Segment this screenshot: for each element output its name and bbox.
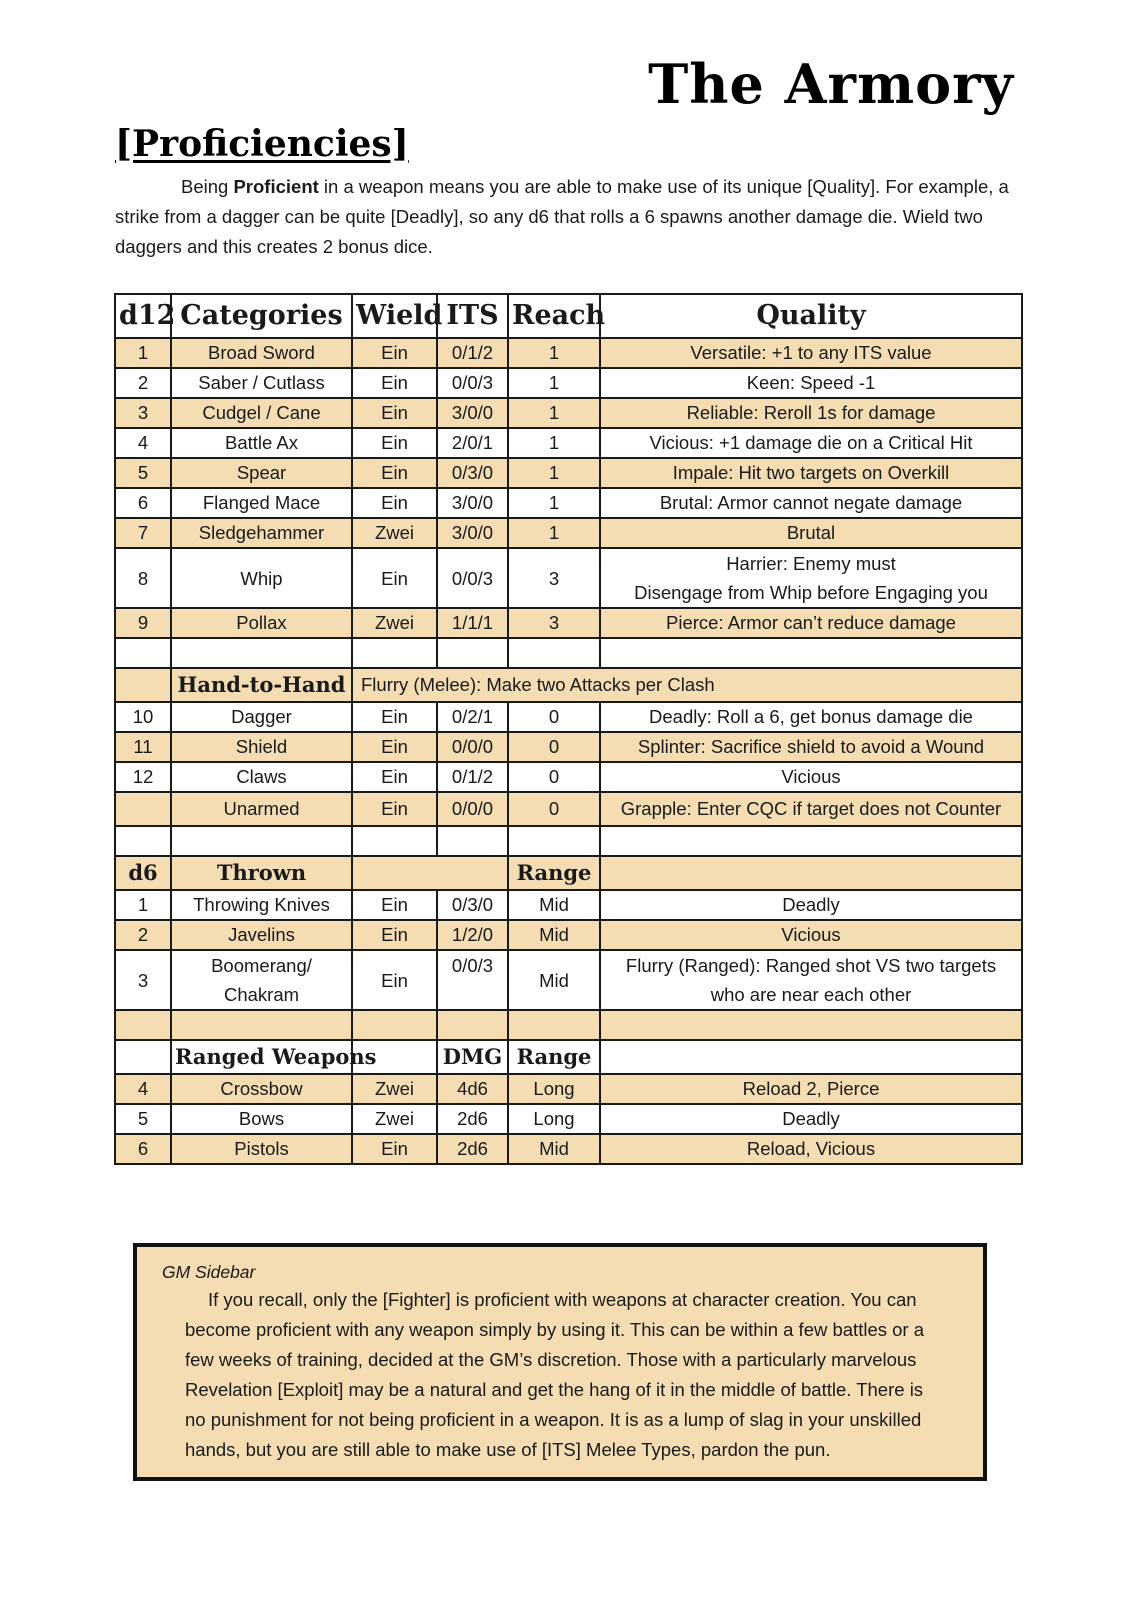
cell-its: 0/0/3 (437, 368, 508, 398)
table-row (115, 428, 1022, 458)
page-title: The Armory (648, 52, 1014, 116)
cell-roll: 5 (115, 458, 171, 488)
cell-name: Saber / Cutlass (171, 368, 352, 398)
cell-its: 1/2/0 (437, 920, 508, 950)
quality-line-1: Harrier: Enemy must (726, 553, 896, 574)
cell-wield: Ein (352, 548, 437, 608)
header-quality: Quality (600, 294, 1022, 338)
thrown-section-row (115, 856, 1022, 890)
cell-name: Claws (171, 762, 352, 792)
cell-quality (600, 548, 1022, 608)
cell-name: Shield (171, 732, 352, 762)
thrown-die-label: d6 (115, 856, 171, 890)
spacer-row (115, 826, 1022, 856)
table-row (115, 792, 1022, 826)
intro-bold-term: Proficient (233, 176, 319, 197)
gm-sidebar (134, 1244, 986, 1480)
cell-reach: 1 (508, 458, 600, 488)
cell-reach: 1 (508, 488, 600, 518)
table-row (115, 1104, 1022, 1134)
cell-its: 0/0/3 (437, 548, 508, 608)
cell-range: Long (508, 1074, 600, 1104)
cell-wield: Ein (352, 890, 437, 920)
cell-wield: Ein (352, 1134, 437, 1164)
cell-roll: 1 (115, 890, 171, 920)
header-d12: d12 (115, 294, 171, 338)
cell-roll: 2 (115, 368, 171, 398)
cell-wield: Zwei (352, 518, 437, 548)
table-row (115, 488, 1022, 518)
cell-its: 0/2/1 (437, 702, 508, 732)
table-row (115, 732, 1022, 762)
cell-reach: 1 (508, 518, 600, 548)
cell-name: Dagger (171, 702, 352, 732)
quality-line-2: who are near each other (710, 984, 912, 1005)
cell-roll: 8 (115, 548, 171, 608)
cell-name: Spear (171, 458, 352, 488)
cell-quality: Pierce: Armor can’t reduce damage (600, 608, 1022, 638)
cell-name: Bows (171, 1104, 352, 1134)
cell-quality: Reliable: Reroll 1s for damage (600, 398, 1022, 428)
cell-its: 3/0/0 (437, 488, 508, 518)
table-row (115, 702, 1022, 732)
cell-reach: 1 (508, 398, 600, 428)
section-heading: [Proficiencies] (115, 123, 409, 165)
cell-name: Whip (171, 548, 352, 608)
cell-wield: Ein (352, 950, 437, 1010)
cell-range: Mid (508, 950, 600, 1010)
cell-wield: Ein (352, 428, 437, 458)
cell-wield: Ein (352, 398, 437, 428)
table-row (115, 458, 1022, 488)
cell-quality: Deadly: Roll a 6, get bonus damage die (600, 702, 1022, 732)
cell-quality: Deadly (600, 890, 1022, 920)
table-row (115, 950, 1022, 1010)
intro-paragraph (115, 172, 1020, 262)
cell-name: Throwing Knives (171, 890, 352, 920)
cell-name: Flanged Mace (171, 488, 352, 518)
cell-roll: 1 (115, 338, 171, 368)
hand-to-hand-label: Hand-to-Hand (171, 668, 352, 702)
spacer-row (115, 638, 1022, 668)
gm-sidebar-title: GM Sidebar (162, 1262, 256, 1282)
cell-quality: Brutal: Armor cannot negate damage (600, 488, 1022, 518)
cell-its: 0/1/2 (437, 762, 508, 792)
cell-roll: 6 (115, 488, 171, 518)
name-line-1: Boomerang/ (211, 955, 312, 976)
cell-name: Unarmed (171, 792, 352, 826)
table-row (115, 920, 1022, 950)
header-reach: Reach (508, 294, 600, 338)
cell-wield: Zwei (352, 608, 437, 638)
cell-dmg: 4d6 (437, 1074, 508, 1104)
table-row (115, 398, 1022, 428)
cell-name: Battle Ax (171, 428, 352, 458)
header-wield: Wield (352, 294, 437, 338)
cell-roll: 4 (115, 428, 171, 458)
cell-wield: Ein (352, 488, 437, 518)
cell-roll: 6 (115, 1134, 171, 1164)
intro-text-rest: in a weapon means you are able to make use of its unique [Quality]. For example, a strike from a dagger can be quite [Deadly], so any d6 that rolls a 6 spawns another damage die. Wield two daggers and this creates 2 bonus dice. (115, 176, 1009, 257)
cell-roll: 11 (115, 732, 171, 762)
cell-its: 3/0/0 (437, 398, 508, 428)
table-row (115, 1134, 1022, 1164)
cell-wield: Ein (352, 338, 437, 368)
table-row (115, 762, 1022, 792)
cell-reach: 0 (508, 732, 600, 762)
cell-quality: Vicious: +1 damage die on a Critical Hit (600, 428, 1022, 458)
cell-name: Pistols (171, 1134, 352, 1164)
cell-reach: 3 (508, 608, 600, 638)
cell-quality: Keen: Speed -1 (600, 368, 1022, 398)
cell-name: Cudgel / Cane (171, 398, 352, 428)
table-header-row (115, 294, 1022, 338)
cell-quality: Versatile: +1 to any ITS value (600, 338, 1022, 368)
ranged-dmg-label: DMG (437, 1040, 508, 1074)
cell-roll: 12 (115, 762, 171, 792)
table-row (115, 1074, 1022, 1104)
armory-table (114, 293, 1023, 1165)
cell-reach: 1 (508, 428, 600, 458)
cell-name: Sledgehammer (171, 518, 352, 548)
cell-name: Javelins (171, 920, 352, 950)
cell-range: Mid (508, 1134, 600, 1164)
cell-its: 3/0/0 (437, 518, 508, 548)
cell-its: 0/0/0 (437, 732, 508, 762)
table-row (115, 608, 1022, 638)
cell-reach: 1 (508, 368, 600, 398)
cell-roll: 2 (115, 920, 171, 950)
thrown-label: Thrown (171, 856, 352, 890)
cell-quality: Grapple: Enter CQC if target does not Counter (600, 792, 1022, 826)
cell-its: 0/3/0 (437, 458, 508, 488)
gm-sidebar-body (162, 1285, 937, 1465)
cell-roll: 9 (115, 608, 171, 638)
cell-wield: Zwei (352, 1104, 437, 1134)
cell-wield: Ein (352, 702, 437, 732)
cell-reach: 1 (508, 338, 600, 368)
cell-range: Mid (508, 920, 600, 950)
table-row (115, 518, 1022, 548)
hand-to-hand-section-row (115, 668, 1022, 702)
cell-its: 0/1/2 (437, 338, 508, 368)
ranged-range-label: Range (508, 1040, 600, 1074)
cell-name: Pollax (171, 608, 352, 638)
cell-quality: Reload 2, Pierce (600, 1074, 1022, 1104)
cell-range: Long (508, 1104, 600, 1134)
table-row (115, 890, 1022, 920)
thrown-range-label: Range (508, 856, 600, 890)
quality-line-1: Flurry (Ranged): Ranged shot VS two targets (625, 955, 997, 976)
cell-reach: 0 (508, 792, 600, 826)
cell-wield: Ein (352, 920, 437, 950)
ranged-section-row (115, 1040, 1022, 1074)
cell-roll (115, 792, 171, 826)
header-its: ITS (437, 294, 508, 338)
cell-its: 0/0/3 (437, 950, 508, 1010)
cell-roll: 5 (115, 1104, 171, 1134)
cell-quality: Deadly (600, 1104, 1022, 1134)
cell-name (171, 950, 352, 1010)
cell-reach: 3 (508, 548, 600, 608)
cell-wield: Ein (352, 762, 437, 792)
quality-line-2: Disengage from Whip before Engaging you (634, 582, 988, 603)
cell-name: Crossbow (171, 1074, 352, 1104)
cell-quality: Vicious (600, 762, 1022, 792)
cell-roll: 4 (115, 1074, 171, 1104)
cell-roll: 7 (115, 518, 171, 548)
table-row (115, 368, 1022, 398)
cell-wield: Ein (352, 792, 437, 826)
table-row (115, 338, 1022, 368)
cell-quality: Impale: Hit two targets on Overkill (600, 458, 1022, 488)
cell-its: 0/0/0 (437, 792, 508, 826)
cell-name: Broad Sword (171, 338, 352, 368)
cell-wield: Ein (352, 732, 437, 762)
ranged-weapons-label: Ranged Weapons (171, 1040, 352, 1074)
cell-its: 0/3/0 (437, 890, 508, 920)
cell-its: 1/1/1 (437, 608, 508, 638)
cell-roll: 10 (115, 702, 171, 732)
gm-sidebar-text: If you recall, only the [Fighter] is proficient with weapons at character creation. You can become proficient with any weapon simply by using it. This can be within a few battles or a few weeks of training, decided at the GM’s discretion. Those with a particularly marvelous Revelation [Exploit] may be a natural and get the hang of it in the middle of battle. There is no punishment for not being proficient in a weapon. It is as a lump of slag in your unskilled hands, but you are still able to make use of [ITS] Melee Types, pardon the pun. (185, 1289, 925, 1460)
cell-reach: 0 (508, 762, 600, 792)
cell-quality (600, 950, 1022, 1010)
table-row (115, 548, 1022, 608)
cell-roll: 3 (115, 950, 171, 1010)
cell-dmg: 2d6 (437, 1104, 508, 1134)
cell-quality: Brutal (600, 518, 1022, 548)
cell-reach: 0 (508, 702, 600, 732)
cell-wield: Ein (352, 458, 437, 488)
spacer-row (115, 1010, 1022, 1040)
cell-dmg: 2d6 (437, 1134, 508, 1164)
flurry-melee-note: Flurry (Melee): Make two Attacks per Clash (352, 668, 1022, 702)
cell-quality: Splinter: Sacrifice shield to avoid a Wound (600, 732, 1022, 762)
intro-text-start: Being (181, 176, 234, 197)
cell-roll: 3 (115, 398, 171, 428)
cell-wield: Ein (352, 368, 437, 398)
header-categories: Categories (171, 294, 352, 338)
cell-quality: Reload, Vicious (600, 1134, 1022, 1164)
cell-quality: Vicious (600, 920, 1022, 950)
cell-range: Mid (508, 890, 600, 920)
cell-its: 2/0/1 (437, 428, 508, 458)
cell-wield: Zwei (352, 1074, 437, 1104)
name-line-2: Chakram (223, 984, 300, 1005)
